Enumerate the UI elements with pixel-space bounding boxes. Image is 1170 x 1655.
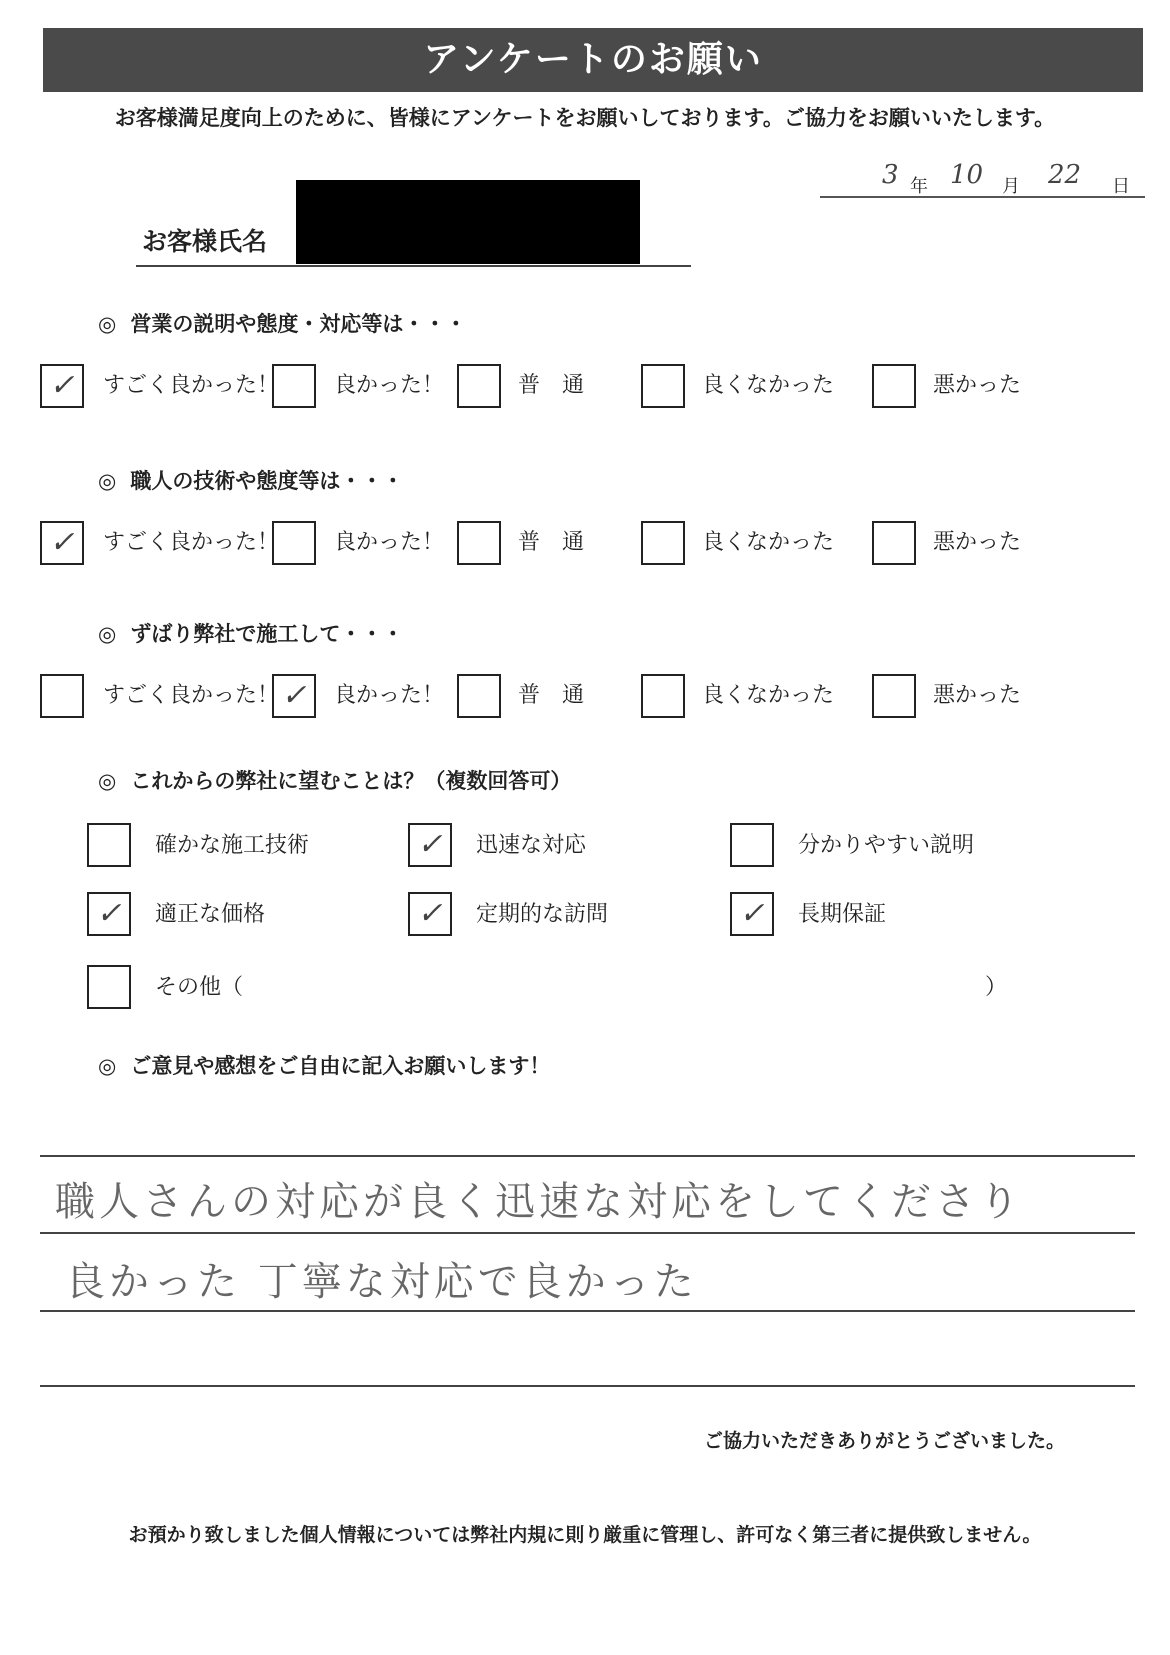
rating-checkbox-q1-1[interactable]: [40, 364, 84, 408]
checkmark-icon: ✓: [96, 896, 122, 931]
wish-checkbox-5[interactable]: [408, 892, 452, 936]
wish-checkbox-1[interactable]: [87, 823, 131, 867]
rating-label-q2-4: 良くなかった: [702, 530, 835, 555]
wish-label-2: 迅速な対応: [476, 833, 587, 858]
double-circle-icon: ◎: [98, 769, 117, 793]
double-circle-icon: ◎: [98, 1054, 117, 1078]
thanks-text: ご協力いただきありがとうございました。: [703, 1430, 1065, 1452]
rating-checkbox-q1-3[interactable]: [457, 364, 501, 408]
question-title-text: 営業の説明や態度・対応等は・・・: [130, 312, 467, 336]
rating-label-q3-4: 良くなかった: [702, 683, 835, 708]
double-circle-icon: ◎: [98, 312, 117, 336]
rating-label-q1-1: すごく良かった！: [103, 373, 280, 398]
date-field[interactable]: [820, 160, 1145, 198]
wish-label-3: 分かりやすい説明: [798, 833, 975, 858]
rating-label-q3-1: すごく良かった！: [103, 683, 280, 708]
checkmark-icon: ✓: [417, 827, 443, 862]
rating-label-q3-2: 良かった！: [334, 683, 445, 708]
rating-label-q1-3: 普 通: [518, 373, 585, 398]
rating-checkbox-q2-4[interactable]: [641, 521, 685, 565]
comment-handwriting-line-2: 良かった 丁寧な対応で良かった: [65, 1259, 698, 1305]
comments-title-text: ご意見や感想をご自由に記入お願いします！: [130, 1054, 551, 1078]
rating-checkbox-q2-5[interactable]: [872, 521, 916, 565]
rating-checkbox-q1-5[interactable]: [872, 364, 916, 408]
wish-checkbox-6[interactable]: [730, 892, 774, 936]
checkmark-icon: ✓: [417, 896, 443, 931]
customer-name-underline: [136, 265, 691, 267]
rating-label-q2-2: 良かった！: [334, 530, 445, 555]
comment-handwriting-line-1: 職人さんの対応が良く迅速な対応をしてくださり: [55, 1179, 1023, 1225]
wish-label-4: 適正な価格: [155, 902, 266, 927]
wish-label-5: 定期的な訪問: [476, 902, 609, 927]
rating-label-q2-5: 悪かった: [933, 530, 1022, 555]
rating-checkbox-q1-4[interactable]: [641, 364, 685, 408]
wish-checkbox-2[interactable]: [408, 823, 452, 867]
date-day: 22: [1048, 160, 1082, 190]
wish-other-close-paren: ）: [985, 975, 1008, 1000]
rating-checkbox-q3-5[interactable]: [872, 674, 916, 718]
date-month-unit: 月: [1002, 176, 1020, 197]
question-title-1: [98, 308, 466, 338]
privacy-footer: お預かり致しました個人情報については弊社内規に則り厳重に管理し、許可なく第三者に提供致しません。: [128, 1524, 1042, 1546]
question-title-text: ずばり弊社で施工して・・・: [130, 622, 404, 646]
rating-label-q1-2: 良かった！: [334, 373, 445, 398]
rating-label-q3-3: 普 通: [518, 683, 585, 708]
rating-checkbox-q2-2[interactable]: [272, 521, 316, 565]
rating-label-q3-5: 悪かった: [933, 683, 1022, 708]
question-title-text: 職人の技術や態度等は・・・: [130, 469, 404, 493]
rating-checkbox-q3-1[interactable]: [40, 674, 84, 718]
rating-checkbox-q2-3[interactable]: [457, 521, 501, 565]
date-day-unit: 日: [1112, 176, 1130, 197]
wishes-title: [98, 765, 571, 795]
date-month: 10: [950, 160, 984, 190]
rating-checkbox-q1-2[interactable]: [272, 364, 316, 408]
rating-checkbox-q3-4[interactable]: [641, 674, 685, 718]
question-title-2: [98, 465, 403, 495]
rating-label-q1-4: 良くなかった: [702, 373, 835, 398]
comment-line-1: [40, 1155, 1135, 1157]
comments-title: [98, 1050, 550, 1080]
customer-name-label: お客様氏名: [142, 227, 268, 256]
date-year: 3: [882, 160, 899, 190]
wish-checkbox-other[interactable]: [87, 965, 131, 1009]
question-title-3: [98, 618, 403, 648]
rating-label-q1-5: 悪かった: [933, 373, 1022, 398]
wish-label-1: 確かな施工技術: [155, 833, 310, 858]
checkmark-icon: ✓: [49, 368, 75, 403]
comment-line-2: [40, 1232, 1135, 1234]
rating-label-q2-1: すごく良かった！: [103, 530, 280, 555]
double-circle-icon: ◎: [98, 622, 117, 646]
rating-checkbox-q2-1[interactable]: [40, 521, 84, 565]
comment-line-4: [40, 1385, 1135, 1387]
double-circle-icon: ◎: [98, 469, 117, 493]
wishes-title-text: これからの弊社に望むことは？（複数回答可）: [130, 769, 572, 793]
checkmark-icon: ✓: [281, 678, 307, 713]
rating-checkbox-q3-2[interactable]: [272, 674, 316, 718]
rating-label-q2-3: 普 通: [518, 530, 585, 555]
comment-line-3: [40, 1310, 1135, 1312]
wish-checkbox-4[interactable]: [87, 892, 131, 936]
wish-checkbox-3[interactable]: [730, 823, 774, 867]
wish-label-6: 長期保証: [798, 902, 887, 927]
rating-checkbox-q3-3[interactable]: [457, 674, 501, 718]
wish-label-other: その他（: [155, 975, 244, 1000]
survey-title: アンケートのお願い: [43, 28, 1143, 92]
intro-text: お客様満足度向上のために、皆様にアンケートをお願いしております。ご協力をお願いいたします。: [114, 106, 1056, 130]
checkmark-icon: ✓: [49, 525, 75, 560]
customer-name-redacted[interactable]: [296, 180, 640, 264]
date-year-unit: 年: [910, 176, 928, 197]
checkmark-icon: ✓: [739, 896, 765, 931]
